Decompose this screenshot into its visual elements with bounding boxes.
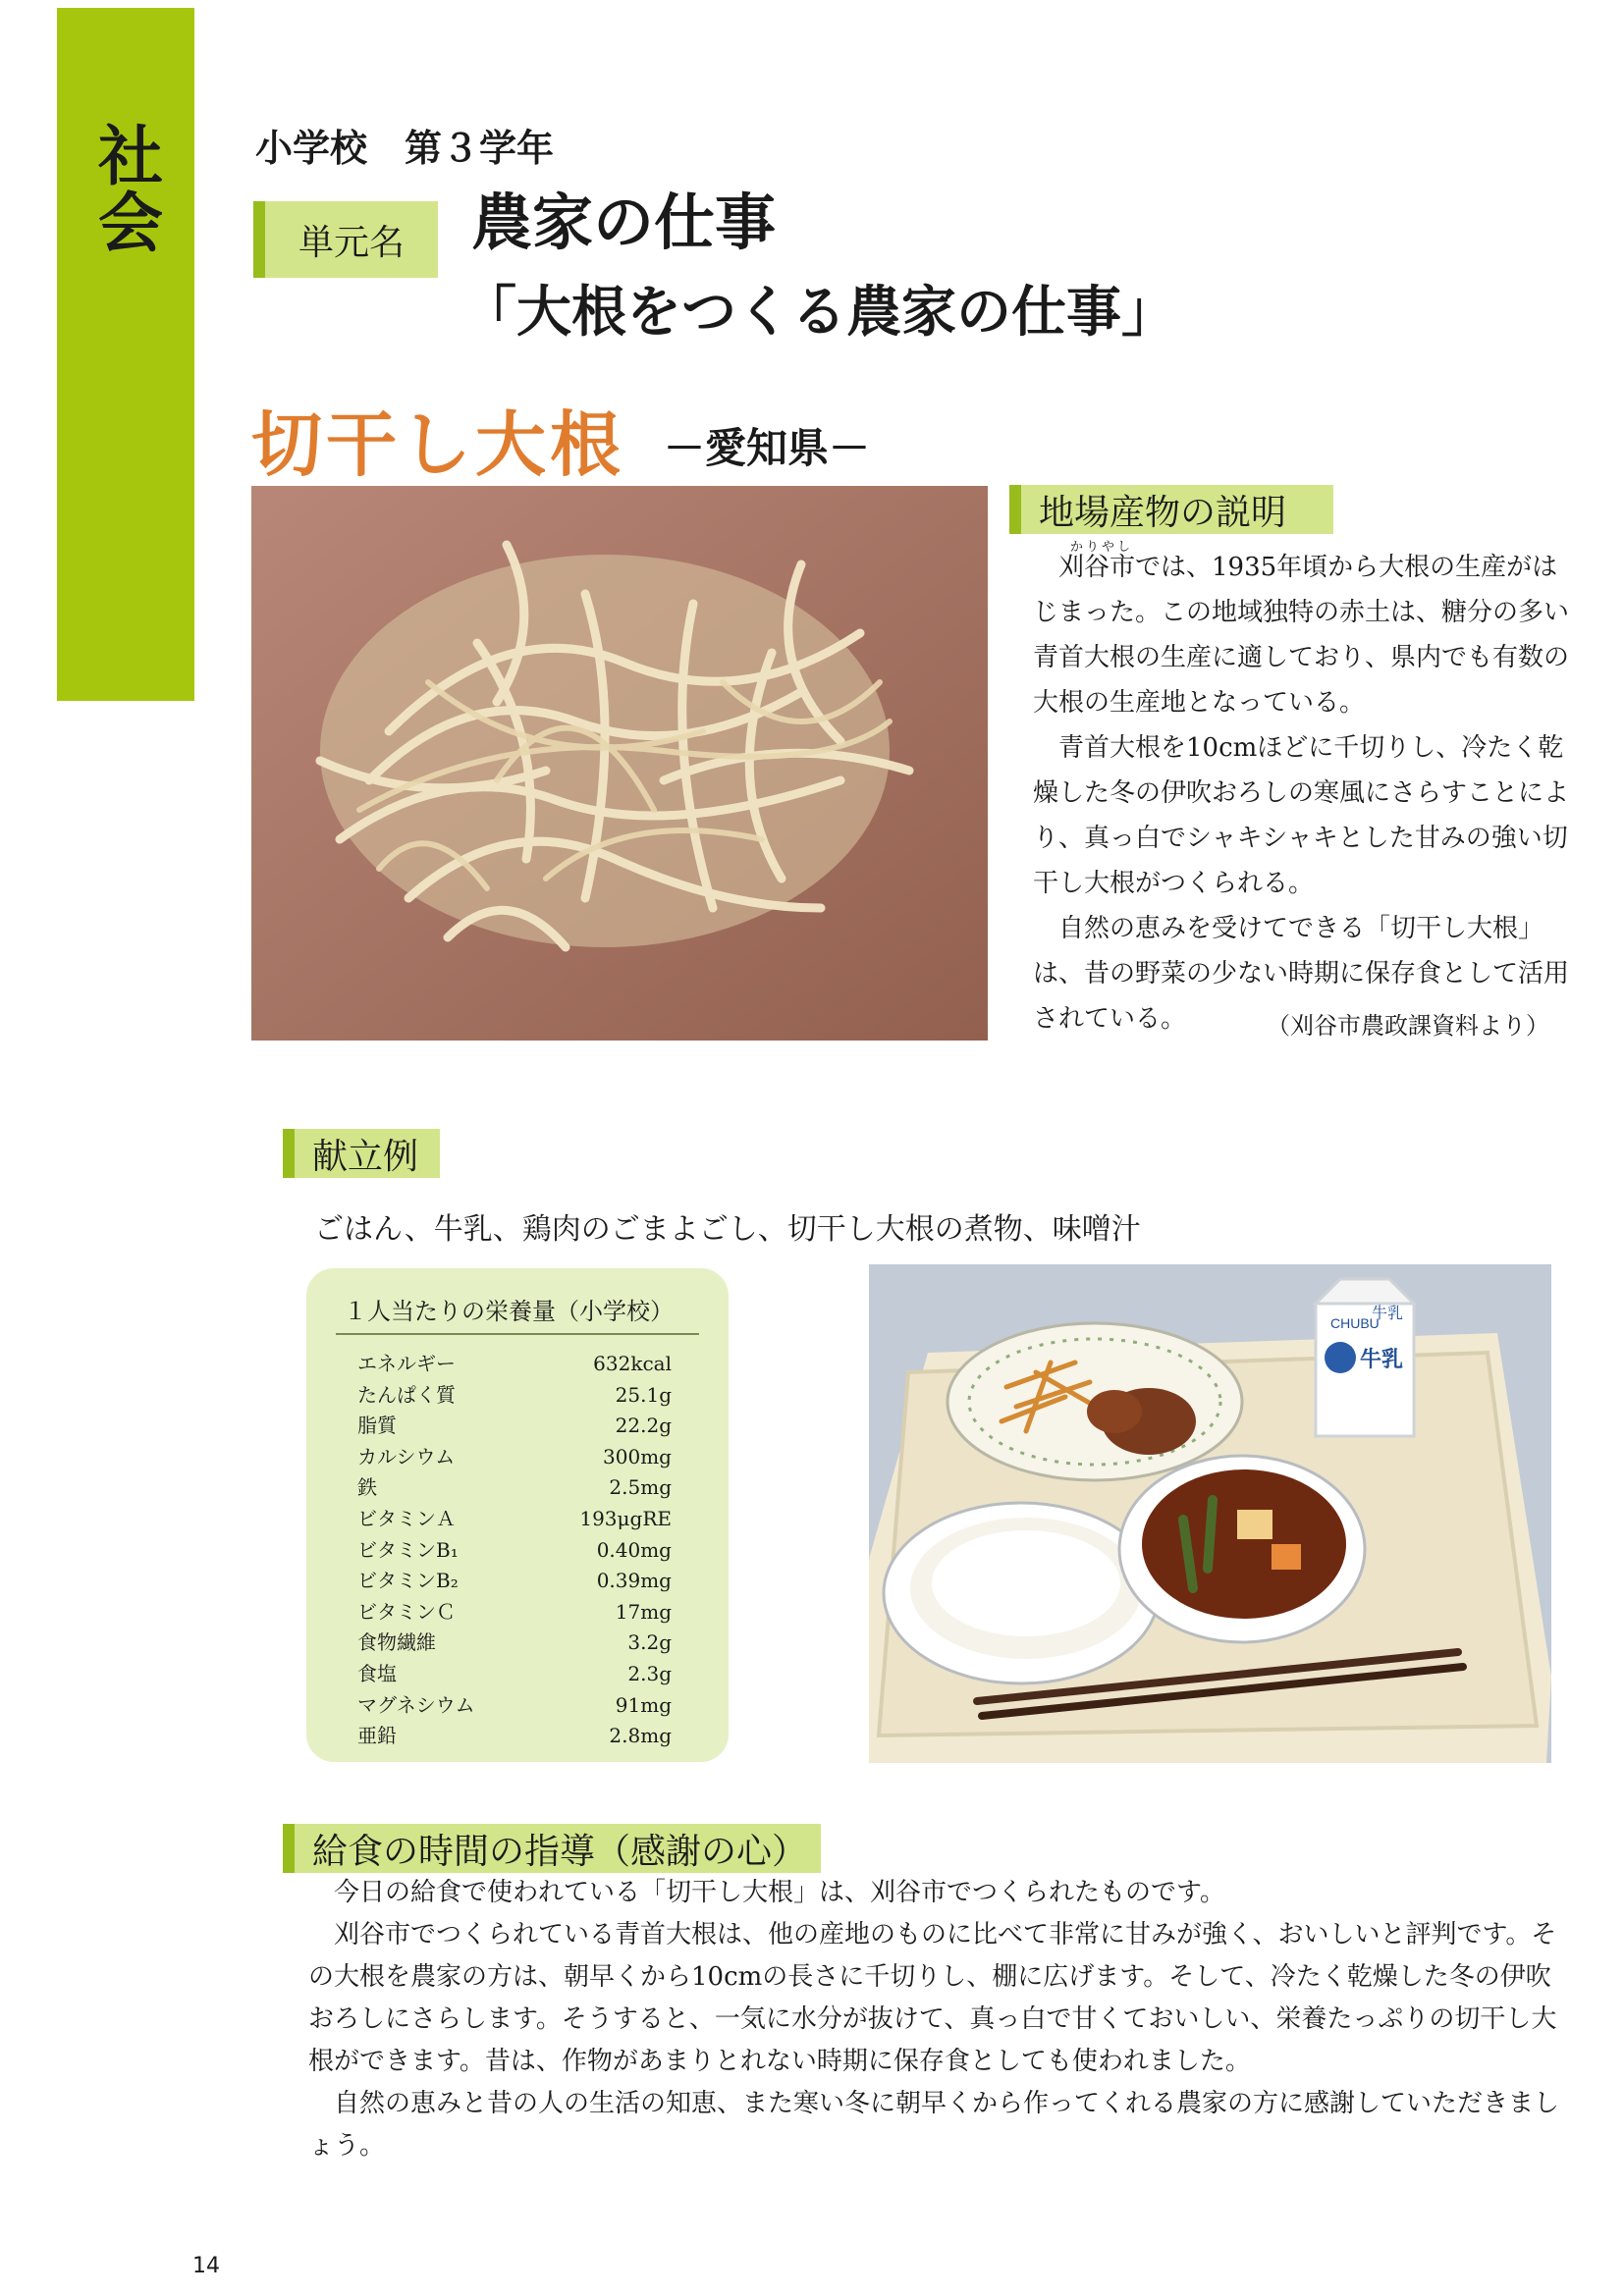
unit-subtitle: 「大根をつくる農家の仕事」 [461,280,1176,345]
lesson-paragraph: 刈谷市でつくられている青首大根は、他の産地のものに比べて非常に甘みが強く、おいしいと評判です。その大根を農家の方は、朝早くから10cmの長さに千切りし、棚に広げます。そして、冷たく乾燥した冬の伊吹おろしにさらします。そうすると、一気に水分が抜けて、真っ白で甘くておいしい、栄養たっぷりの切干し大根ができます。昔は、作物があまりとれない時期に保存食としても使われました。 [308,1920,1557,2076]
milk-label-main: 牛乳 [1360,1348,1404,1372]
menu-heading: 献立例 [283,1129,440,1178]
nutrient-name: ビタミンＡ [357,1506,456,1530]
dried-daikon-photo [251,486,988,1041]
description-paragraph: 刈谷市では、1935年頃から大根の生産がはじまった。この地域独特の赤土は、糖分の多い青首大根の生産に適しており、県内でも有数の大根の生産地となっている。 [1033,553,1570,718]
description-paragraph: 自然の恵みを受けてできる「切干し大根」は、昔の野菜の少ない時期に保存食として活用されている。 [1033,914,1570,1034]
nutrient-value: 3.2g [627,1630,672,1655]
nutrition-divider [336,1333,699,1335]
milk-label-top: 牛乳 [1372,1304,1404,1322]
product-title: 切干し大根 [251,403,625,486]
nutrient-name: たんぱく質 [357,1382,456,1407]
nutrient-name: マグネシウム [357,1692,475,1717]
nutrient-name: 脂質 [357,1414,397,1438]
unit-title: 農家の仕事 [471,187,777,258]
nutrition-row [357,1504,672,1535]
nutrition-box [306,1268,729,1762]
nutrient-value: 2.5mg [609,1475,672,1500]
lesson-paragraph: 今日の給食で使われている「切干し大根」は、刈谷市でつくられたものです。 [334,1878,1225,1907]
nutrition-row [357,1721,672,1752]
nutrition-row [357,1597,672,1629]
nutrient-name: 食物繊維 [357,1630,436,1655]
nutrient-value: 632kcal [593,1352,672,1375]
product-region: －愛知県－ [664,424,871,472]
nutrient-value: 0.39mg [596,1569,672,1593]
nutrient-value: 22.2g [615,1414,672,1438]
menu-items: ごはん、牛乳、鶏肉のごまよごし、切干し大根の煮物、味噌汁 [314,1212,1141,1247]
lesson-paragraph: 自然の恵みと昔の人の生活の知恵、また寒い冬に朝早くから作ってくれる農家の方に感謝していただきましょう。 [308,2089,1560,2161]
description-text [1033,545,1573,1041]
school-lunch-illustration [869,1264,1551,1763]
nutrient-name: ビタミンB₂ [357,1569,459,1593]
nutrient-name: 鉄 [357,1475,377,1500]
description-heading: 地場産物の説明 [1009,485,1333,534]
nutrient-value: 25.1g [615,1382,672,1407]
nutrient-name: 亜鉛 [357,1724,397,1748]
nutrient-value: 2.3g [627,1661,672,1685]
nutrition-row [357,1380,672,1412]
lesson-heading: 給食の時間の指導（感謝の心） [283,1824,821,1873]
nutrition-row [357,1535,672,1567]
nutrient-value: 2.8mg [609,1724,672,1748]
nutrient-name: ビタミンB₁ [357,1537,459,1562]
nutrition-row [357,1690,672,1722]
dried-daikon-illustration [251,486,988,1041]
subject-tab [57,8,194,701]
nutrition-table [357,1349,672,1752]
school-lunch-photo [869,1264,1551,1763]
source-note: （刈谷市農政課資料より） [1267,1012,1549,1040]
lesson-text [308,1872,1575,2167]
nutrient-name: エネルギー [357,1352,456,1375]
nutrient-value: 17mg [615,1599,672,1624]
description-paragraph: 青首大根を10cmほどに千切りし、冷たく乾燥した冬の伊吹おろしの寒風にさらすことにより、真っ白でシャキシャキとした甘みの強い切干し大根がつくられる。 [1033,733,1570,898]
nutrition-row [357,1411,672,1442]
nutrient-value: 300mg [603,1444,672,1468]
nutrition-row [357,1566,672,1597]
nutrient-name: ビタミンＣ [357,1599,456,1624]
nutrient-value: 91mg [615,1692,672,1717]
unit-name-label: 単元名 [253,201,438,278]
nutrition-row [357,1349,672,1380]
nutrition-row [357,1472,672,1504]
nutrition-row [357,1628,672,1659]
nutrient-name: 食塩 [357,1661,397,1685]
nutrient-value: 193μgRE [579,1506,672,1530]
milk-brand: CHUBU [1330,1315,1380,1331]
nutrition-title: １人当たりの栄養量（小学校） [344,1298,674,1325]
nutrition-row [357,1442,672,1473]
nutrition-row [357,1659,672,1690]
nutrient-value: 0.40mg [596,1537,672,1562]
subject-label: 社会 [86,122,164,255]
grade-label: 小学校 第３学年 [255,127,555,170]
page-number: 14 [192,2254,220,2278]
nutrient-name: カルシウム [357,1444,456,1468]
furigana: かりやし [1070,540,1134,555]
